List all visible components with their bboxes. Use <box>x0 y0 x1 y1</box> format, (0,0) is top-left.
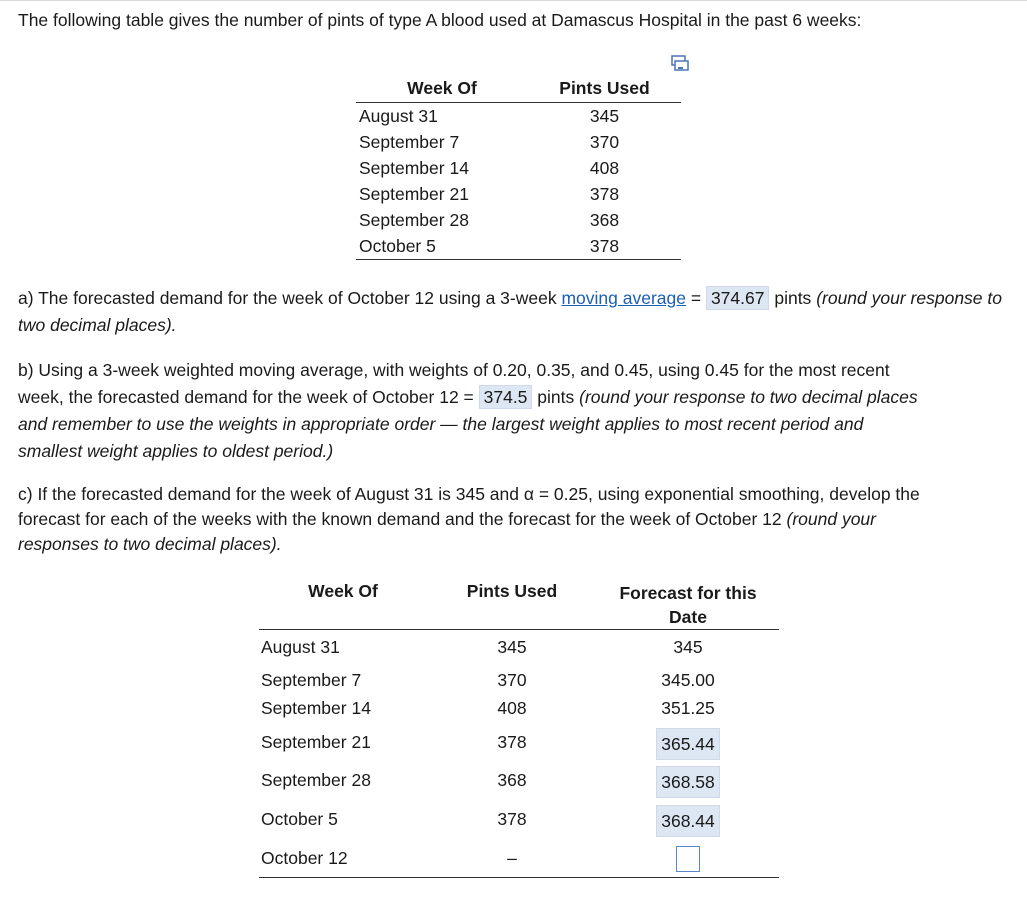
blood-usage-table <box>356 75 681 260</box>
part-a-question: a) The forecasted demand for the week of October 12 using a 3-week moving average = 374.67 pints (round your response to two decimal places). <box>18 288 1002 335</box>
copy-table-icon[interactable] <box>671 55 689 71</box>
cell-week: September 21 <box>359 184 469 204</box>
cell-week: September 14 <box>261 698 371 718</box>
cell-week: September 7 <box>359 132 460 152</box>
cell-forecast: 345.00 <box>661 670 715 690</box>
cell-pints: 345 <box>497 637 527 657</box>
header-forecast: Forecast for this Date <box>619 583 757 627</box>
cell-pints: 368 <box>497 770 527 790</box>
part-b-answer[interactable]: 374.5 <box>479 385 533 409</box>
table-row <box>356 181 681 207</box>
cell-week: August 31 <box>359 106 438 126</box>
part-a-answer[interactable]: 374.67 <box>706 286 770 310</box>
cell-week: September 14 <box>359 158 469 178</box>
cell-pints: 408 <box>497 698 527 718</box>
part-c-question: c) If the forecasted demand for the week of August 31 is 345 and α = 0.25, using exponential smoothing, develop the forecast for each of the weeks with the known demand and the forecast for the week of October 12 (round your responses to two decimal places). <box>18 484 920 554</box>
table-header <box>259 577 779 630</box>
cell-week: September 28 <box>359 210 469 230</box>
header-pints: Pints Used <box>466 581 558 601</box>
table-bottom-rule <box>259 877 779 878</box>
top-divider <box>0 0 1027 1</box>
cell-pints: 408 <box>589 158 620 178</box>
cell-pints: 368 <box>589 210 620 230</box>
cell-week: August 31 <box>261 637 340 657</box>
header-pints: Pints Used <box>559 78 650 98</box>
cell-week: October 12 <box>261 848 348 868</box>
cell-pints: 378 <box>589 184 620 204</box>
table-row <box>356 155 681 181</box>
cell-forecast <box>597 766 779 798</box>
cell-pints: 370 <box>589 132 620 152</box>
table-row <box>259 728 779 756</box>
table-row <box>259 666 779 694</box>
table-row <box>259 844 779 872</box>
cell-pints: 370 <box>497 670 527 690</box>
cell-pints: – <box>507 848 517 868</box>
exponential-smoothing-table <box>259 577 779 868</box>
cell-forecast: 351.25 <box>661 698 715 718</box>
cell-week: October 5 <box>359 236 436 256</box>
cell-week: September 28 <box>261 770 371 790</box>
cell-forecast <box>597 728 779 760</box>
cell-pints: 345 <box>589 106 620 126</box>
table-row <box>356 233 681 260</box>
forecast-input-october-12[interactable] <box>676 846 700 872</box>
intro-text: The following table gives the number of pints of type A blood used at Damascus Hospital in the past 6 weeks: <box>18 10 862 30</box>
table-row <box>356 129 681 155</box>
cell-week: September 21 <box>261 732 371 752</box>
cell-pints: 378 <box>589 236 620 256</box>
table-header <box>356 75 681 103</box>
cell-week: October 5 <box>261 809 338 829</box>
table-row <box>259 766 779 794</box>
table-row <box>259 694 779 722</box>
table-row <box>356 103 681 129</box>
cell-forecast <box>597 844 779 872</box>
cell-week: September 7 <box>261 670 362 690</box>
table-row <box>259 633 779 661</box>
cell-forecast: 345 <box>673 637 703 657</box>
moving-average-link[interactable]: moving average <box>561 288 686 308</box>
table-row <box>259 805 779 833</box>
part-b-question: b) Using a 3-week weighted moving average, with weights of 0.20, 0.35, and 0.45, using 0.45 for the most recent week, the forecasted demand for the week of October 12 = 374.5 pints (round your response to two decimal places and remember to use the weights in appropriate order — the largest weight applies to most recent period and smallest weight applies to oldest period.) <box>18 360 918 461</box>
cell-forecast <box>597 805 779 837</box>
cell-pints: 378 <box>497 732 527 752</box>
forecast-answer[interactable]: 365.44 <box>656 728 720 760</box>
forecast-answer[interactable]: 368.44 <box>656 805 720 837</box>
header-week: Week Of <box>407 78 477 98</box>
cell-pints: 378 <box>497 809 527 829</box>
table-row <box>356 207 681 233</box>
header-week: Week Of <box>308 581 378 601</box>
forecast-answer[interactable]: 368.58 <box>656 766 720 798</box>
